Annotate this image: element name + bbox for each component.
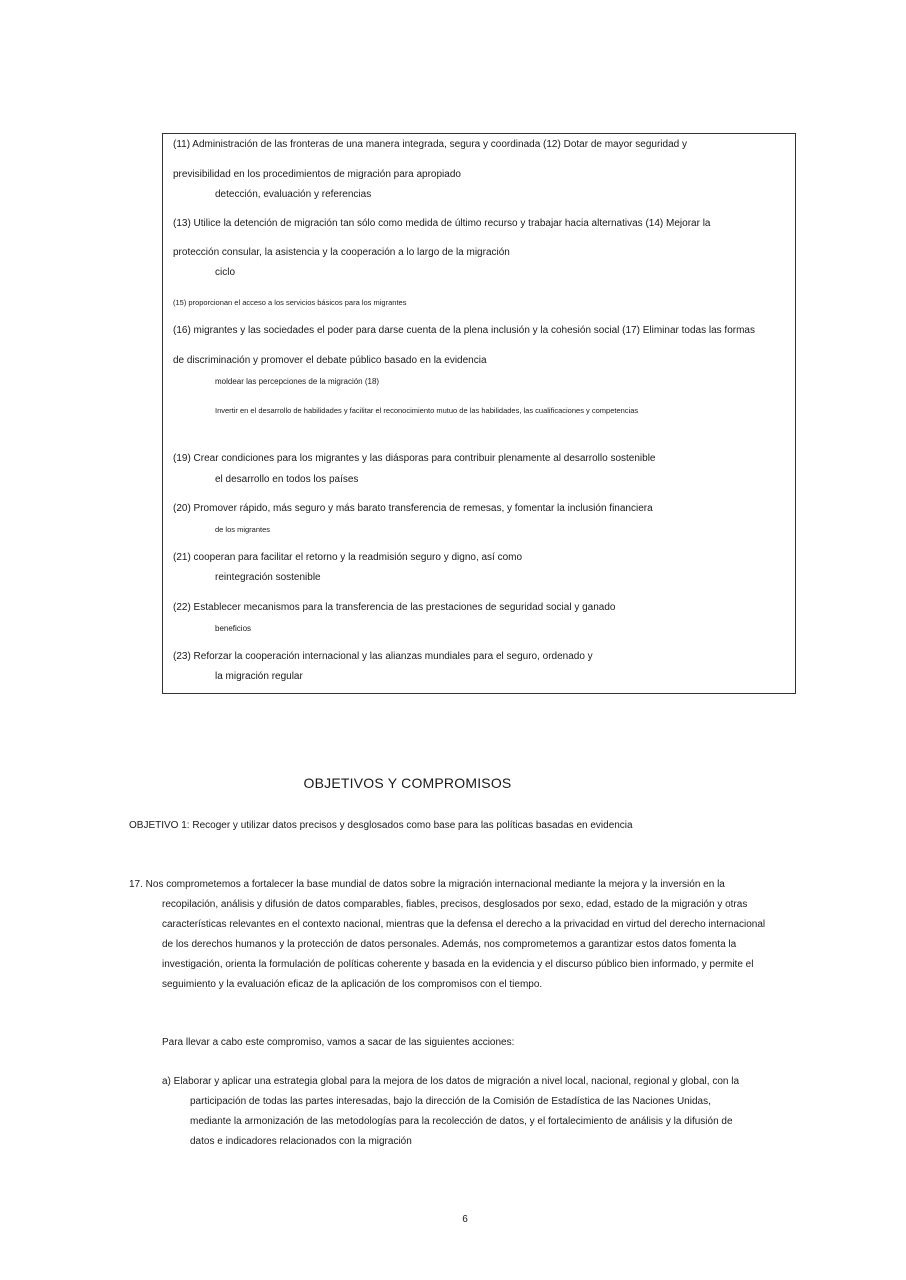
paragraph-line: características relevantes en el contexto nacional, mientras que la defensa el derecho a la privacidad en virtud del derecho internacional	[162, 919, 766, 930]
objective-1-title: OBJETIVO 1: Recoger y utilizar datos precisos y desglosados como base para las políticas basadas en evidencia	[129, 820, 633, 831]
paragraph-line: de los derechos humanos y la protección de datos personales. Además, nos comprometemos a garantizar estos datos fomenta la	[162, 939, 737, 950]
action-line: datos e indicadores relacionados con la migración	[190, 1136, 412, 1147]
objectives-list-box	[162, 133, 796, 694]
action-line: mediante la armonización de las metodologías para la recolección de datos, y el fortalecimiento de análisis y la difusión de	[190, 1116, 733, 1127]
box-line: la migración regular	[215, 671, 303, 682]
box-line: (22) Establecer mecanismos para la transferencia de las prestaciones de seguridad social y ganado	[173, 602, 616, 613]
box-line: (13) Utilice la detención de migración tan sólo como medida de último recurso y trabajar hacia alternativas (14) Mejorar la	[173, 218, 711, 229]
box-line: moldear las percepciones de la migración (18)	[215, 377, 380, 386]
paragraph-line: seguimiento y la evaluación eficaz de la aplicación de los compromisos con el tiempo.	[162, 979, 543, 990]
paragraph-line: recopilación, análisis y difusión de datos comparables, fiables, precisos, desglosados por sexo, edad, estado de la migración y otras	[162, 899, 748, 910]
box-line: Invertir en el desarrollo de habilidades y facilitar el reconocimiento mutuo de las habilidades, las cualificaciones y competencias	[215, 406, 639, 415]
box-line: de los migrantes	[215, 525, 271, 534]
box-line: detección, evaluación y referencias	[215, 189, 372, 200]
box-line: protección consular, la asistencia y la cooperación a lo largo de la migración	[173, 247, 510, 258]
page-number: 6	[462, 1214, 468, 1225]
paragraph-line: 17. Nos comprometemos a fortalecer la base mundial de datos sobre la migración internacional mediante la mejora y la inversión en la	[129, 879, 725, 890]
box-line: (11) Administración de las fronteras de una manera integrada, segura y coordinada (12) Dotar de mayor seguridad y	[173, 139, 687, 150]
action-line: participación de todas las partes interesadas, bajo la dirección de la Comisión de Estadística de las Naciones Unidas,	[190, 1096, 711, 1107]
box-line: (23) Reforzar la cooperación internacional y las alianzas mundiales para el seguro, ordenado y	[173, 651, 593, 662]
box-line: previsibilidad en los procedimientos de migración para apropiado	[173, 169, 461, 180]
box-line: (21) cooperan para facilitar el retorno y la readmisión seguro y digno, así como	[173, 552, 523, 563]
box-line: de discriminación y promover el debate público basado en la evidencia	[173, 355, 487, 366]
box-line: (15) proporcionan el acceso a los servicios básicos para los migrantes	[173, 298, 407, 307]
actions-intro: Para llevar a cabo este compromiso, vamos a sacar de las siguientes acciones:	[162, 1037, 515, 1048]
box-line: (19) Crear condiciones para los migrantes y las diásporas para contribuir plenamente al desarrollo sostenible	[173, 453, 656, 464]
box-line: (16) migrantes y las sociedades el poder para darse cuenta de la plena inclusión y la cohesión social (17) Eliminar todas las formas	[173, 325, 755, 336]
section-heading: OBJETIVOS Y COMPROMISOS	[303, 775, 512, 791]
box-line: el desarrollo en todos los países	[215, 474, 359, 485]
box-line: beneficios	[215, 624, 252, 633]
box-line: ciclo	[215, 267, 236, 278]
box-line: (20) Promover rápido, más seguro y más barato transferencia de remesas, y fomentar la inclusión financiera	[173, 503, 653, 514]
action-line: a) Elaborar y aplicar una estrategia global para la mejora de los datos de migración a nivel local, nacional, regional y global, con la	[162, 1076, 740, 1087]
paragraph-line: investigación, orienta la formulación de políticas coherente y basada en la evidencia y el discurso público bien informado, y permite el	[162, 959, 754, 970]
box-line: reintegración sostenible	[215, 572, 321, 583]
